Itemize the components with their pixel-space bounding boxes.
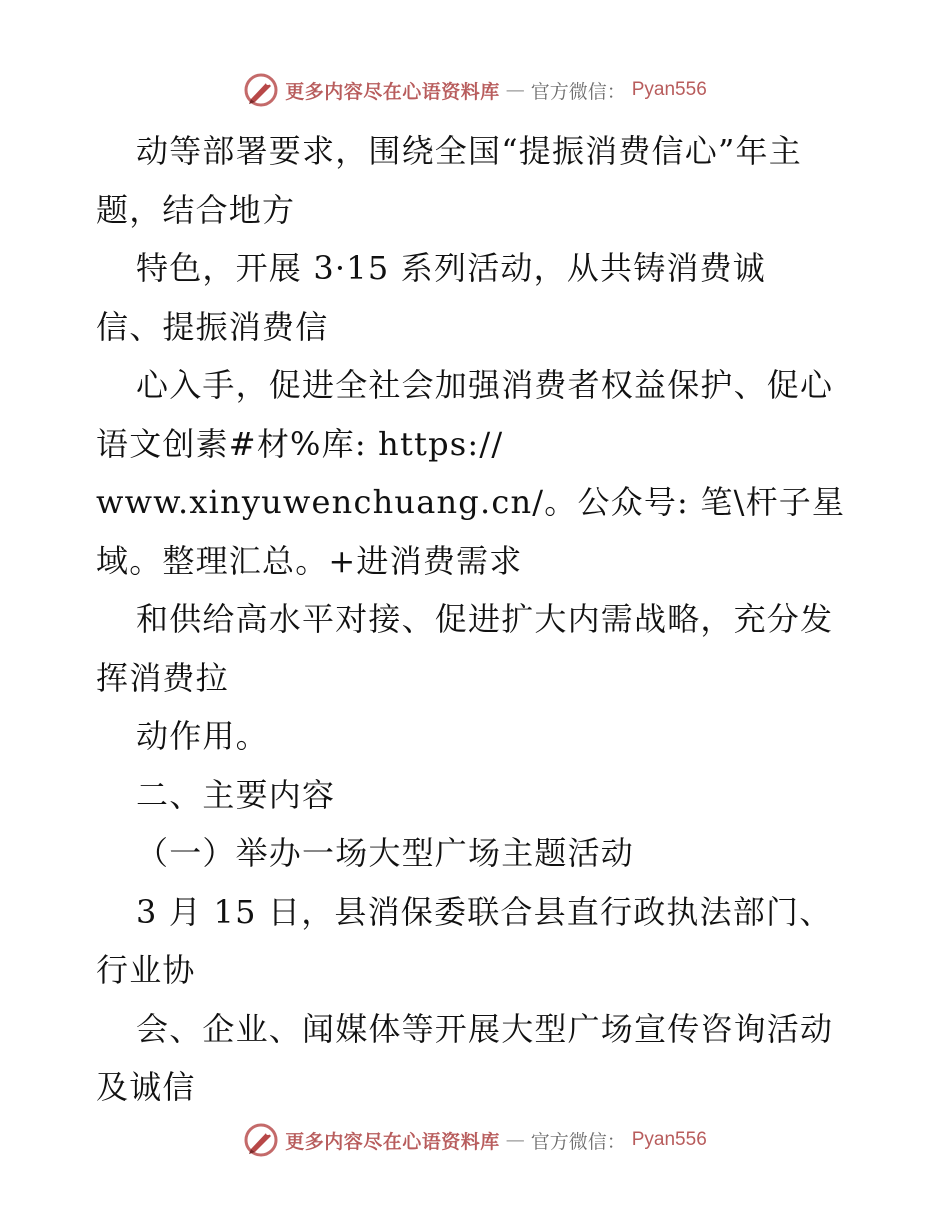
pen-logo-icon [243, 1122, 279, 1158]
body-line: 动等部署要求，围绕全国“提振消费信心”年主 [136, 132, 802, 170]
footer-watermark [243, 1122, 707, 1158]
body-line: 挥消费拉 [96, 658, 229, 697]
header-wechat-label: 官方微信： [530, 80, 626, 103]
footer-separator: — [505, 1129, 525, 1151]
body-line: 题，结合地方 [96, 190, 296, 229]
header-site-name: 更多内容尽在心语资料库 [285, 80, 500, 103]
footer-site-name: 更多内容尽在心语资料库 [285, 1130, 500, 1153]
body-line: 及诚信 [96, 1068, 196, 1106]
header-wechat-account: Pyan556 [631, 79, 707, 100]
body-line: 会、企业、闻媒体等开展大型广场宣传咨询活动 [136, 1009, 834, 1048]
pen-logo-icon [243, 72, 279, 108]
body-line: 动作用。 [136, 717, 269, 755]
body-line: www.xinyuwenchuang.cn/。公众号: 笔\杆子星 [96, 483, 846, 521]
section-heading: 二、主要内容 [136, 775, 336, 814]
body-line: 心入手，促进全社会加强消费者权益保护、促心 [136, 366, 834, 404]
body-line: 域。整理汇总。+进消费需求 [96, 541, 523, 580]
header-separator: — [505, 79, 525, 101]
body-line: 信、提振消费信 [96, 307, 329, 346]
body-line: 语文创素#材%库: https:// [96, 424, 504, 463]
body-line: 和供给高水平对接、促进扩大内需战略，充分发 [136, 600, 834, 638]
body-line: 特色，开展 3·15 系列活动，从共铸消费诚 [136, 249, 766, 287]
subsection-heading: （一）举办一场大型广场主题活动 [136, 834, 635, 872]
document-body [96, 122, 866, 1117]
page-footer-banner [0, 1120, 950, 1160]
footer-wechat-label: 官方微信： [530, 1130, 626, 1153]
header-watermark [243, 72, 707, 108]
footer-wechat-account: Pyan556 [631, 1129, 707, 1150]
body-line: 3 月 15 日，县消保委联合县直行政执法部门、 [136, 892, 833, 931]
page-header-banner [0, 70, 950, 110]
body-line: 行业协 [96, 951, 196, 989]
